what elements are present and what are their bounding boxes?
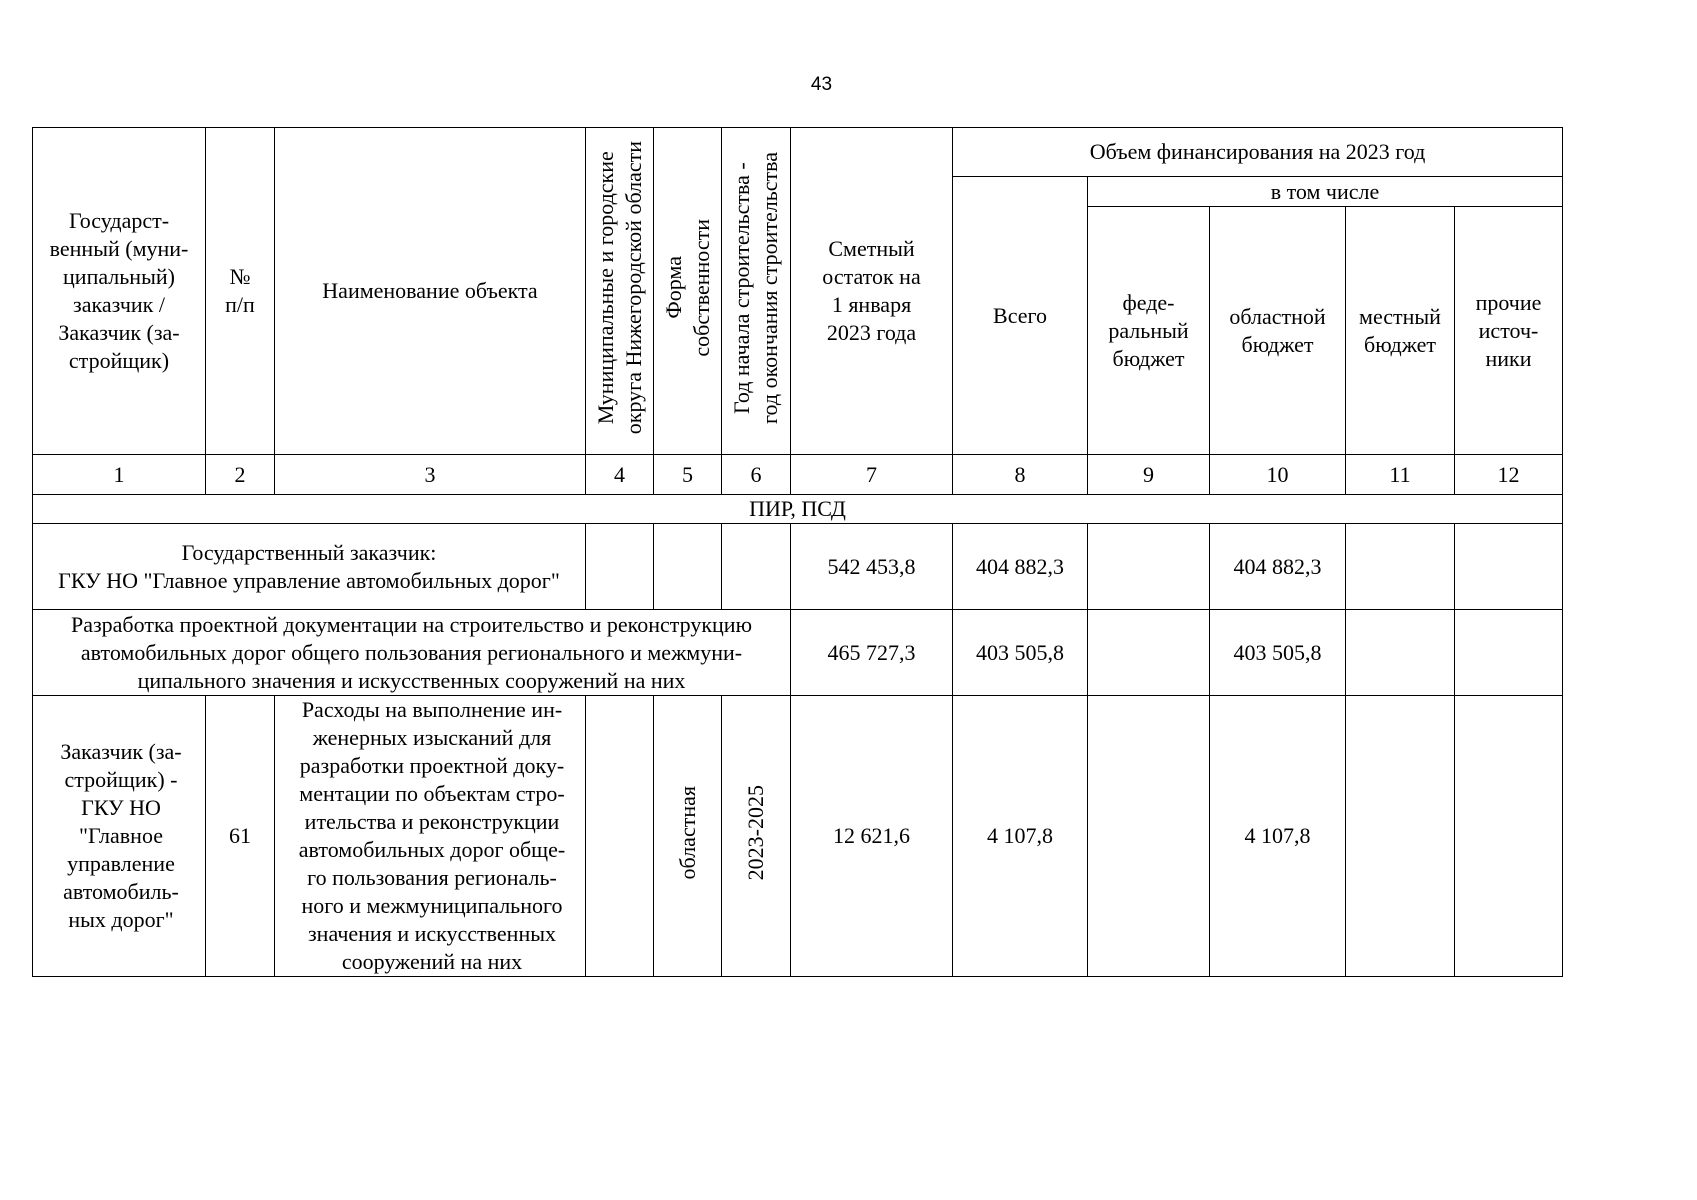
header-ownership-form: Форма собственности bbox=[660, 218, 714, 357]
header-municipalities: Муниципальные и городские округа Нижегородской области bbox=[592, 140, 646, 435]
header-total: Всего bbox=[953, 177, 1088, 455]
empty-cell bbox=[1346, 524, 1455, 610]
item-61-years-cell bbox=[722, 696, 791, 977]
column-number: 4 bbox=[586, 455, 654, 495]
header-object-name: Наименование объекта bbox=[275, 128, 586, 455]
state-customer-total: 404 882,3 bbox=[953, 524, 1088, 610]
empty-cell bbox=[654, 524, 722, 610]
column-number: 7 bbox=[791, 455, 953, 495]
header-construction-years: Год начала строительства - год окончания строительства bbox=[729, 151, 782, 424]
column-number: 12 bbox=[1455, 455, 1563, 495]
page-number: 43 bbox=[810, 74, 833, 95]
section-title: ПИР, ПСД bbox=[33, 495, 1563, 524]
column-number: 11 bbox=[1346, 455, 1455, 495]
header-estimated-balance: Сметный остаток на 1 января 2023 года bbox=[791, 128, 953, 455]
design-development-label: Разработка проектной документации на строительство и реконструкцию автомобильных дорог общего пользования регионального и межмуни- ципального значения и искусственных сооружений на них bbox=[33, 610, 791, 696]
header-regional-budget: областной бюджет bbox=[1210, 207, 1346, 455]
header-federal-budget: феде- ральный бюджет bbox=[1088, 207, 1210, 455]
column-number: 1 bbox=[33, 455, 206, 495]
header-financing-volume: Объем финансирования на 2023 год bbox=[953, 128, 1563, 177]
column-number: 5 bbox=[654, 455, 722, 495]
state-customer-label: Государственный заказчик: ГКУ НО "Главное управление автомобильных дорог" bbox=[33, 524, 586, 610]
state-customer-estimated-balance: 542 453,8 bbox=[791, 524, 953, 610]
column-number: 10 bbox=[1210, 455, 1346, 495]
financing-table bbox=[32, 127, 1563, 977]
item-61-total: 4 107,8 bbox=[953, 696, 1088, 977]
empty-cell bbox=[1346, 610, 1455, 696]
column-number: 3 bbox=[275, 455, 586, 495]
item-61-ownership-cell bbox=[654, 696, 722, 977]
empty-cell bbox=[1346, 696, 1455, 977]
item-61-ownership-form: областная bbox=[674, 785, 700, 880]
header-other-sources: прочие источ- ники bbox=[1455, 207, 1563, 455]
header-local-budget: местный бюджет bbox=[1346, 207, 1455, 455]
header-years-cell bbox=[722, 128, 791, 455]
state-customer-regional-budget: 404 882,3 bbox=[1210, 524, 1346, 610]
header-ownership-cell bbox=[654, 128, 722, 455]
empty-cell bbox=[1455, 610, 1563, 696]
design-development-total: 403 505,8 bbox=[953, 610, 1088, 696]
header-including: в том числе bbox=[1088, 177, 1563, 207]
empty-cell bbox=[1088, 610, 1210, 696]
item-61-number: 61 bbox=[206, 696, 275, 977]
empty-cell bbox=[586, 524, 654, 610]
header-customer: Государст- венный (муни- ципальный) заказчик / Заказчик (за- стройщик) bbox=[33, 128, 206, 455]
empty-cell bbox=[1088, 524, 1210, 610]
design-development-estimated-balance: 465 727,3 bbox=[791, 610, 953, 696]
header-municipalities-cell bbox=[586, 128, 654, 455]
item-61-customer: Заказчик (за- стройщик) - ГКУ НО "Главное управление автомобиль- ных дорог" bbox=[33, 696, 206, 977]
item-61-estimated-balance: 12 621,6 bbox=[791, 696, 953, 977]
column-number: 2 bbox=[206, 455, 275, 495]
column-number: 6 bbox=[722, 455, 791, 495]
item-61-name: Расходы на выполнение ин- женерных изысканий для разработки проектной доку- ментации по объектам стро- ительства и реконструкции автомобильных дорог обще- го пользования региональ- ного и межмуниципального значения и искусственных сооружений на них bbox=[275, 696, 586, 977]
empty-cell bbox=[722, 524, 791, 610]
column-number: 9 bbox=[1088, 455, 1210, 495]
empty-cell bbox=[1455, 696, 1563, 977]
empty-cell bbox=[1088, 696, 1210, 977]
header-number: № п/п bbox=[206, 128, 275, 455]
design-development-regional-budget: 403 505,8 bbox=[1210, 610, 1346, 696]
empty-cell bbox=[586, 696, 654, 977]
column-number: 8 bbox=[953, 455, 1088, 495]
item-61-years: 2023-2025 bbox=[743, 784, 768, 881]
empty-cell bbox=[1455, 524, 1563, 610]
item-61-regional-budget: 4 107,8 bbox=[1210, 696, 1346, 977]
